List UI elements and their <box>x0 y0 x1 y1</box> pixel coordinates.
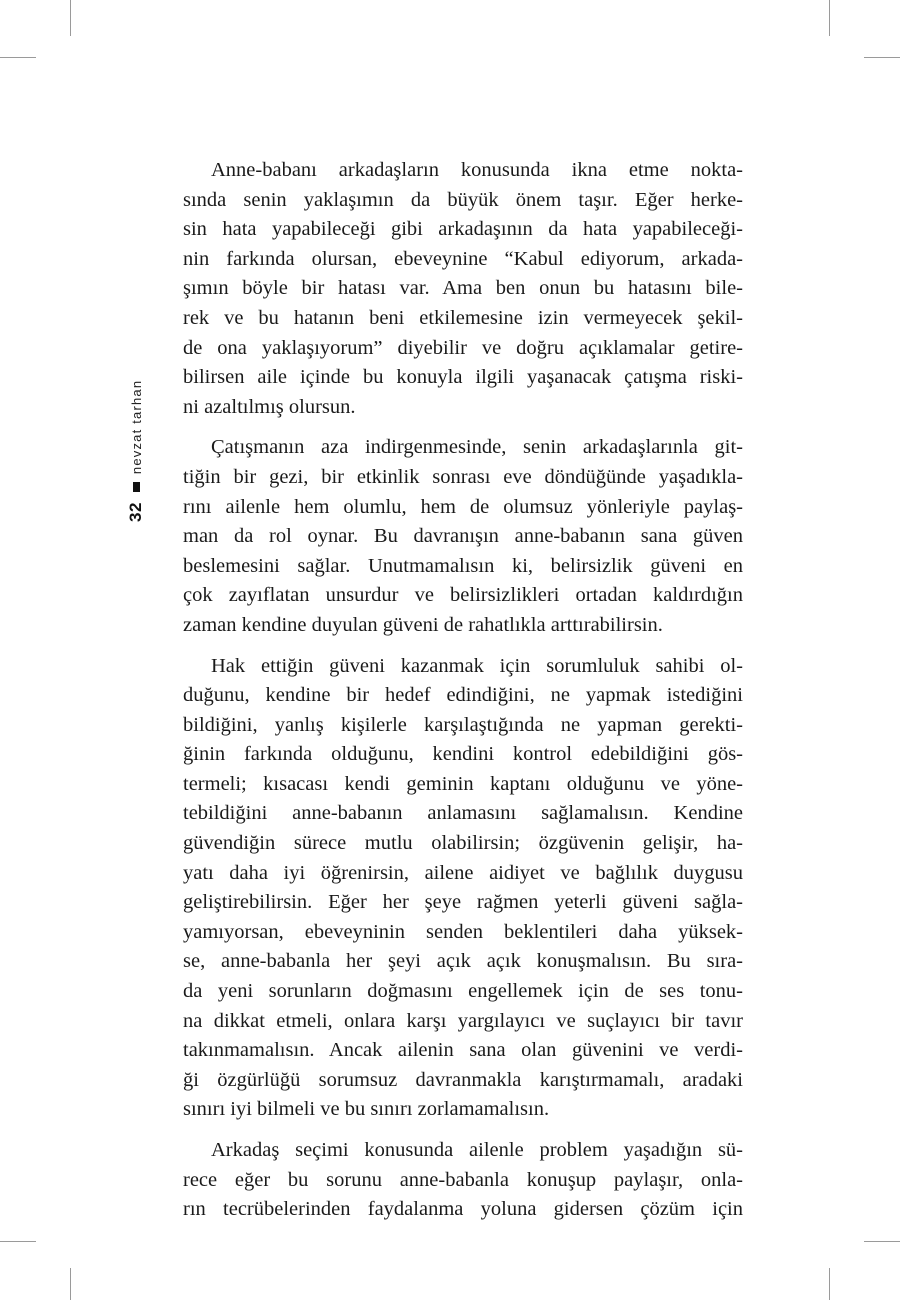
text-line: yamıyorsan, ebeveyninin senden beklentileri daha yüksek- <box>183 920 743 943</box>
text-line: Çatışmanın aza indirgenmesinde, senin arkadaşlarınla git- <box>211 436 743 459</box>
text-line: Anne-babanı arkadaşların konusunda ikna etme nokta- <box>211 159 743 181</box>
paragraph-3 <box>183 652 743 1126</box>
crop-mark-top-right-vertical <box>829 0 830 36</box>
crop-mark-bottom-left-vertical <box>70 1268 71 1300</box>
crop-mark-top-right-horizontal <box>864 57 900 58</box>
paragraph-1 <box>183 156 743 422</box>
text-line: sin hata yapabileceği gibi arkadaşının da hata yapabileceği- <box>183 218 743 241</box>
author-name: nevzat tarhan <box>128 380 144 475</box>
crop-mark-bottom-left-horizontal <box>0 1241 36 1242</box>
text-line: ni azaltılmış olursun. <box>183 395 356 418</box>
text-line: nin farkında olursan, ebeveynine “Kabul ediyorum, arkada- <box>183 247 743 270</box>
paragraph-2 <box>183 433 743 640</box>
text-line: bildiğini, yanlış kişilerle karşılaştığında ne yapman gerekti- <box>183 713 743 736</box>
crop-mark-bottom-right-horizontal <box>864 1241 900 1242</box>
text-line: na dikkat etmeli, onlara karşı yargılayıcı ve suçlayıcı bir tavır <box>183 1009 743 1032</box>
crop-mark-top-left-vertical <box>70 0 71 36</box>
text-line: termeli; kısacası kendi geminin kaptanı olduğunu ve yöne- <box>183 772 743 795</box>
body-text <box>183 156 743 1236</box>
text-line: şımın böyle bir hatası var. Ama ben onun bu hatasını bile- <box>183 277 743 300</box>
text-line: bilirsen aile içinde bu konuyla ilgili yaşanacak çatışma riski- <box>183 366 743 389</box>
text-line: güvendiğin sürece mutlu olabilirsin; özgüvenin gelişir, ha- <box>183 832 743 855</box>
crop-mark-top-left-horizontal <box>0 57 36 58</box>
text-line: tiğin bir gezi, bir etkinlik sonrası eve döndüğünde yaşadıkla- <box>183 465 743 488</box>
paragraph-4 <box>183 1136 743 1225</box>
text-line: ğinin farkında olduğunu, kendini kontrol edebildiğini gös- <box>183 743 743 766</box>
text-line: ği özgürlüğü sorumsuz davranmakla karıştırmamalı, aradaki <box>183 1068 743 1091</box>
text-line: beslemesini sağlar. Unutmamalısın ki, belirsizlik güveni en <box>183 554 743 577</box>
text-line: zaman kendine duyulan güveni de rahatlıkla arttırabilirsin. <box>183 613 663 636</box>
text-line: Arkadaş seçimi konusunda ailenle problem yaşadığın sü- <box>211 1139 743 1161</box>
text-line: rını ailenle hem olumlu, hem de olumsuz yönleriyle paylaş- <box>183 495 743 518</box>
text-line: rece eğer bu sorunu anne-babanla konuşup paylaşır, onla- <box>183 1168 743 1191</box>
text-line: rek ve bu hatanın beni etkilemesine izin vermeyecek şekil- <box>183 306 743 329</box>
text-line: çok zayıflatan unsurdur ve belirsizlikleri ortadan kaldırdığın <box>183 584 743 607</box>
text-line: takınmamalısın. Ancak ailenin sana olan güvenini ve verdi- <box>183 1039 743 1062</box>
text-line: geliştirebilirsin. Eğer her şeye rağmen yeterli güveni sağla- <box>183 891 743 914</box>
text-line: da yeni sorunların doğmasını engellemek için de ses tonu- <box>183 980 743 1003</box>
text-line: yatı daha iyi öğrenirsin, ailene aidiyet ve bağlılık duygusu <box>183 861 743 884</box>
text-line: sında senin yaklaşımın da büyük önem taşır. Eğer herke- <box>183 188 743 211</box>
text-line: duğunu, kendine bir hedef edindiğini, ne yapmak istediğini <box>183 684 743 707</box>
text-line: Hak ettiğin güveni kazanmak için sorumluluk sahibi ol- <box>211 654 743 677</box>
text-line: tebildiğini anne-babanın anlamasını sağlamalısın. Kendine <box>183 802 743 825</box>
header-separator-bar <box>133 482 140 492</box>
crop-mark-bottom-right-vertical <box>829 1268 830 1300</box>
text-line: se, anne-babanla her şeyi açık açık konuşmalısın. Bu sıra- <box>183 950 743 973</box>
running-header <box>126 380 156 523</box>
text-line: de ona yaklaşıyorum” diyebilir ve doğru açıklamalar getire- <box>183 336 743 359</box>
text-line: rın tecrübelerinden faydalanma yoluna gidersen çözüm için <box>183 1198 743 1221</box>
text-line: man da rol oynar. Bu davranışın anne-babanın sana güven <box>183 525 743 548</box>
text-line: sınırı iyi bilmeli ve bu sınırı zorlamamalısın. <box>183 1098 550 1121</box>
page-number: 32 <box>126 502 145 523</box>
